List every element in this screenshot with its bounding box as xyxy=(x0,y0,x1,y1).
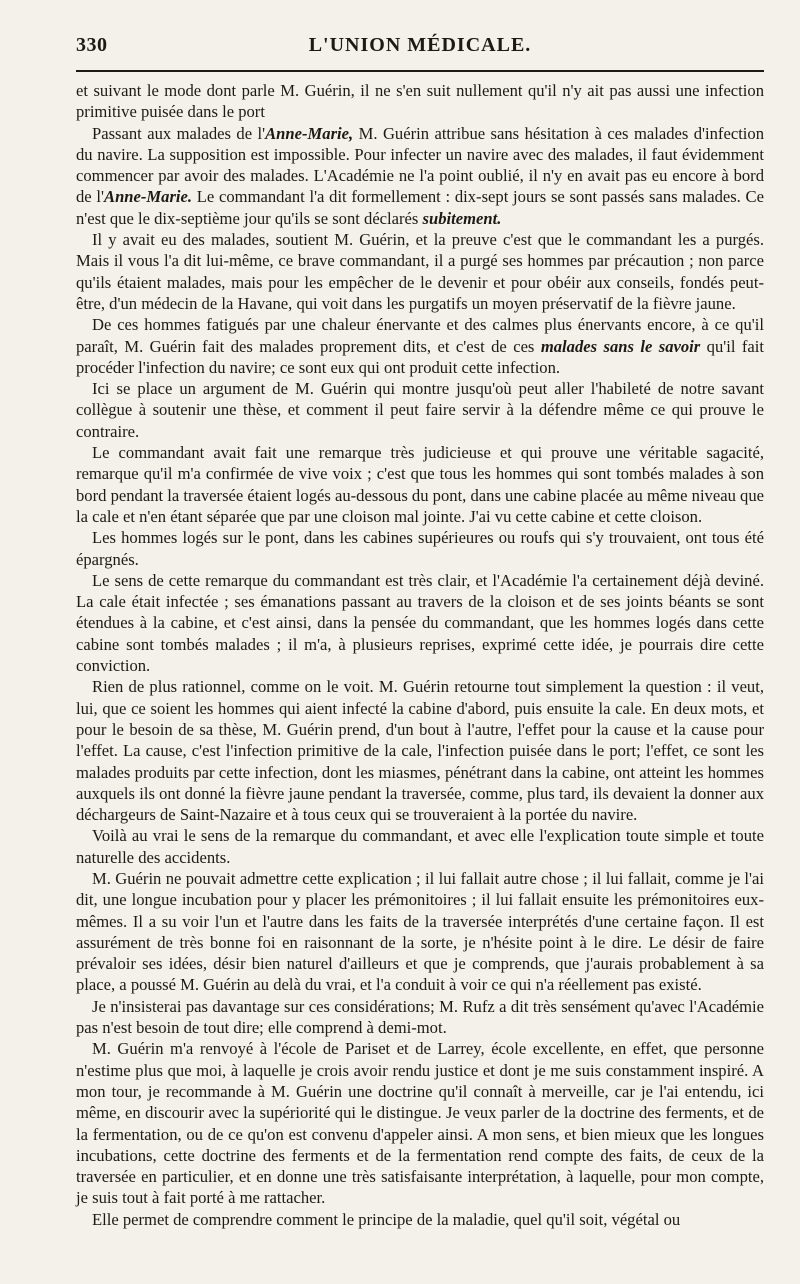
paragraph xyxy=(76,570,764,676)
paragraph-text: et suivant le mode dont parle M. Guérin, il ne s'en suit nullement qu'il n'y ait pas aussi une infection primitive puisée dans le port xyxy=(76,81,764,122)
paragraph-text: Ici se place un argument de M. Guérin qui montre jusqu'où peut aller l'habileté de notre savant collègue à soutenir une thèse, et comment il peut faire servir à la défendre même ce qui prouve le contraire. xyxy=(76,379,764,441)
paragraph xyxy=(76,676,764,825)
paragraph xyxy=(76,80,764,123)
paragraph xyxy=(76,996,764,1039)
paragraph xyxy=(76,825,764,868)
paragraph-text: M. Guérin attribue sans hésitation à ces malades d'infection du navire. La supposition est impossible. Pour infecter un navire avec des malades, il faut évidemment commencer par avoir des malades. L'Académie ne l'a point oublié, il n'y en avait pas eu encore à bord de l' xyxy=(76,123,765,207)
article-body xyxy=(76,80,764,1230)
paragraph xyxy=(76,868,764,996)
paragraph-text: Le sens de cette remarque du commandant est très clair, et l'Académie l'a certainement déjà deviné. La cale était infectée ; ses émanations passant au travers de la cloison et de ses joints béants se sont étendues à la cabine, et c'est ainsi, dans la pensée du commandant, que les hommes logés dans cette cabine sont tombés malades ; il m'a, à plusieurs reprises, exprimé cette idée, je pourrais dire cette conviction. xyxy=(76,570,764,676)
paragraph xyxy=(76,442,764,527)
running-header xyxy=(76,30,764,64)
paragraph-text: Le commandant avait fait une remarque très judicieuse et qui prouve une véritable sagacité, remarque qu'il m'a confirmée de vive voix ; c'est que tous les hommes qui sont tombés malades à son bord pendant la traversée étaient logés au-dessous du pont, dans une cabine placée au même niveau que la cale et n'en étant séparée que par une cloison mal jointe. J'ai vu cette cabine et cette cloison. xyxy=(76,443,764,526)
paragraph-text: M. Guérin ne pouvait admettre cette explication ; il lui fallait autre chose ; il lui fallait, comme je l'ai dit, une longue incubation pour y placer les prémonitoires ; il lui fallait ensuite les prémonitoires eux-mêmes. Il a su voir l'un et l'autre dans les faits de la traversée interprétés d'une certaine façon. Il est assurément de très bonne foi en raisonnant de la sorte, je n'hésite point à le dire. Le désir de faire prévaloir ses idées, désir bien naturel d'ailleurs et que je comprends, que j'aurais probablement à sa place, a poussé M. Guérin au delà du vrai, et l'a conduit à voir ce qui n'a réellement pas existé. xyxy=(76,868,764,995)
paragraph-text: M. Guérin m'a renvoyé à l'école de Pariset et de Larrey, école excellente, en effet, que personne n'estime plus que moi, à laquelle je crois avoir rendu justice et dont je me suis constamment inspiré. A mon tour, je recommande à M. Guérin une doctrine qu'il connaît à merveille, car je l'ai entendu, ici même, en discourir avec la supériorité qui le distingue. Je veux parler de la doctrine des ferments, et de la fermentation, ou de ce qu'on est convenu d'appeler ainsi. A mon sens, et bien mieux que les longues incubations, cette doctrine des ferments et de la fermentation rend compte des faits, de ceux de la traversée en particulier, et en donne une très satisfaisante interprétation, à laquelle, pour mon compte, je suis tout à fait porté à me rattacher. xyxy=(76,1039,764,1208)
paragraph-text: De ces hommes fatigués par une chaleur énervante et des calmes plus énervants encore, à ce qu'il paraît, M. Guérin fait des malades proprement dits, et c'est de ces xyxy=(76,315,764,356)
paragraph xyxy=(76,123,764,229)
paragraph-text: Les hommes logés sur le pont, dans les cabines supérieures ou roufs qui s'y trouvaient, ont tous été épargnés. xyxy=(76,528,764,569)
paragraph-text: qu'il fait procéder l'infection du navire; ce sont eux qui ont produit cette infection. xyxy=(76,336,764,377)
paragraph xyxy=(76,1038,764,1208)
paragraph-text: Passant aux malades de l' xyxy=(92,123,266,143)
paragraph xyxy=(76,229,764,314)
paragraph-text: Il y avait eu des malades, soutient M. Guérin, et la preuve c'est que le commandant les a purgés. Mais il vous l'a dit lui-même, ce brave commandant, il a purgé ses hommes par précaution ; non parce qu'ils étaient malades, mais pour les empêcher de le devenir et pour obéir aux conseils, fondés peut-être, d'un médecin de la Havane, qui voit dans les purgatifs un moyen préservatif de la fièvre jaune. xyxy=(76,230,764,313)
page-number: 330 xyxy=(76,34,108,56)
italic-text: malades sans le savoir xyxy=(540,336,701,356)
journal-title: L'UNION MÉDICALE. xyxy=(308,34,532,56)
paragraph-text: Voilà au vrai le sens de la remarque du commandant, et avec elle l'explication toute simple et toute naturelle des accidents. xyxy=(76,826,764,867)
paragraph-text: Rien de plus rationnel, comme on le voit. M. Guérin retourne tout simplement la question : il veut, lui, que ce soient les hommes qui aient infecté la cabine d'abord, puis ensuite la cale. En deux mots, et pour le besoin de sa thèse, M. Guérin prend, d'un bout à l'autre, l'effet pour la cause et la cause pour l'effet. La cause, c'est l'infection primitive de la cale, l'infection puisée dans le port; l'effet, ce sont les malades produits par cette infection, dont les miasmes, pénétrant dans la cabine, ont atteint les hommes auxquels ils ont donné la fièvre jaune pendant la traversée, comme, plus tard, ils devaient la donner aux déchargeurs de Saint-Nazaire et à tous ceux qui se trouveraient à la portée du navire. xyxy=(76,677,764,825)
paragraph-text: Le commandant l'a dit formellement : dix-sept jours se sont passés sans malades. Ce n'est que le dix-septième jour qu'ils se sont déclarés xyxy=(76,187,764,228)
italic-text: Anne-Marie, xyxy=(265,123,354,143)
paragraph-text: Je n'insisterai pas davantage sur ces considérations; M. Rufz a dit très sensément qu'avec l'Académie pas n'est besoin de tout dire; elle comprend à demi-mot. xyxy=(76,996,764,1038)
paragraph xyxy=(76,1209,764,1230)
italic-text: subitement. xyxy=(422,208,502,228)
italic-text: Anne-Marie. xyxy=(104,187,193,207)
header-rule xyxy=(76,70,764,72)
paragraph xyxy=(76,527,764,570)
paragraph xyxy=(76,314,764,378)
paragraph-text: Elle permet de comprendre comment le principe de la maladie, quel qu'il soit, végétal ou xyxy=(92,1209,681,1229)
paragraph xyxy=(76,378,764,442)
